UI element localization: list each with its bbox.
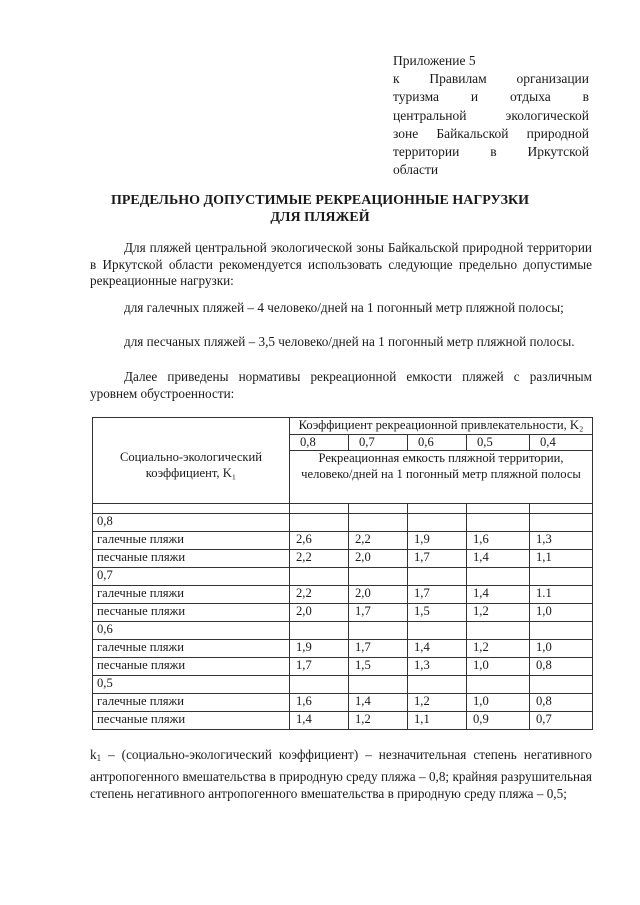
table-cell: 1,6 xyxy=(467,532,530,550)
row-label: песчаные пляжи xyxy=(93,712,290,730)
table-intro-paragraph: Далее приведены нормативы рекреационной емкости пляжей с различным уровнем обустроенности: xyxy=(90,369,592,401)
table-cell: 1,0 xyxy=(530,604,593,622)
table-row xyxy=(93,604,593,622)
k1-group-value: 0,8 xyxy=(93,514,290,532)
table-cell: 2,6 xyxy=(290,532,349,550)
table-cell: 2,0 xyxy=(349,586,408,604)
table-cell: 1,2 xyxy=(467,604,530,622)
table-row xyxy=(93,658,593,676)
table-cell: 1,1 xyxy=(530,550,593,568)
table-cell: 1,0 xyxy=(467,694,530,712)
table-cell: 1.1 xyxy=(530,586,593,604)
appendix-line: туризма и отдыха в xyxy=(393,89,589,105)
table-cell: 1,3 xyxy=(408,658,467,676)
k2-value: 0,8 xyxy=(290,434,349,451)
table-cell: 0,7 xyxy=(530,712,593,730)
recreational-capacity-table xyxy=(92,417,593,730)
table-cell: 1,2 xyxy=(408,694,467,712)
table-row xyxy=(93,640,593,658)
row-label: галечные пляжи xyxy=(93,532,290,550)
table-cell: 1,7 xyxy=(408,550,467,568)
k2-header: Коэффициент рекреационной привлекательности, K₂ xyxy=(290,418,593,435)
table-cell: 1,7 xyxy=(349,640,408,658)
k1-group-value: 0,7 xyxy=(93,568,290,586)
footnote-text: – (социально-экологический коэффициент) – незначительная степень негативного антропогенного вмешательства в природную среду пляжа – 0,8; крайняя разрушительная степень негативного антропогенного вмешательства в природную среду пляжа – 0,5; xyxy=(90,747,592,801)
table-row xyxy=(93,532,593,550)
title-line: ПРЕДЕЛЬНО ДОПУСТИМЫЕ РЕКРЕАЦИОННЫЕ НАГРУЗКИ xyxy=(110,193,530,208)
table-cell: 1,7 xyxy=(349,604,408,622)
k1-group-value: 0,6 xyxy=(93,622,290,640)
k1-header: Социально-экологический коэффициент, K₁ xyxy=(93,418,290,504)
table-cell: 1,3 xyxy=(530,532,593,550)
table-cell: 1,0 xyxy=(530,640,593,658)
table-cell: 1,0 xyxy=(467,658,530,676)
appendix-reference xyxy=(393,52,589,179)
table-cell: 0,8 xyxy=(530,694,593,712)
capacity-header: Рекреационная емкость пляжной территории, человеко/дней на 1 погонный метр пляжной полосы xyxy=(290,451,593,504)
table-row xyxy=(93,694,593,712)
appendix-line: к Правилам организации xyxy=(393,71,589,87)
table-cell: 1,1 xyxy=(408,712,467,730)
appendix-line: Приложение 5 xyxy=(393,53,476,68)
table-cell: 1,4 xyxy=(408,640,467,658)
appendix-line: зоне Байкальской природной xyxy=(393,125,589,141)
table-spacer xyxy=(93,504,290,514)
row-label: галечные пляжи xyxy=(93,640,290,658)
table-cell: 2,2 xyxy=(290,550,349,568)
title-line: ДЛЯ ПЛЯЖЕЙ xyxy=(270,210,370,225)
table-cell: 1,7 xyxy=(408,586,467,604)
table-cell: 0,9 xyxy=(467,712,530,730)
k-subscript: 1 xyxy=(96,753,102,763)
table-row xyxy=(93,550,593,568)
row-label: песчаные пляжи xyxy=(93,604,290,622)
coefficient-footnote xyxy=(90,746,592,803)
pebble-beach-paragraph: для галечных пляжей – 4 человеко/дней на 1 погонный метр пляжной полосы; xyxy=(124,300,564,315)
row-label: песчаные пляжи xyxy=(93,550,290,568)
appendix-line: территории в Иркутской xyxy=(393,144,589,160)
table-cell: 1,6 xyxy=(290,694,349,712)
appendix-line: центральной экологической xyxy=(393,107,589,123)
table-cell: 0,8 xyxy=(530,658,593,676)
table-cell: 1,9 xyxy=(290,640,349,658)
appendix-line: области xyxy=(393,162,439,178)
table-cell: 1,2 xyxy=(467,640,530,658)
table-row xyxy=(93,712,593,730)
row-label: песчаные пляжи xyxy=(93,658,290,676)
sand-beach-paragraph: для песчаных пляжей – 3,5 человеко/дней на 1 погонный метр пляжной полосы. xyxy=(124,334,575,349)
table-cell: 2,2 xyxy=(349,532,408,550)
table-cell: 1,7 xyxy=(290,658,349,676)
table-cell: 1,4 xyxy=(290,712,349,730)
k2-value: 0,7 xyxy=(349,434,408,451)
k-symbol: k xyxy=(90,747,97,762)
document-title xyxy=(90,192,550,226)
k2-value: 0,5 xyxy=(467,434,530,451)
k2-value: 0,4 xyxy=(530,434,593,451)
row-label: галечные пляжи xyxy=(93,586,290,604)
table-cell: 1,2 xyxy=(349,712,408,730)
table-cell: 1,4 xyxy=(467,586,530,604)
table-cell: 1,5 xyxy=(349,658,408,676)
table-cell: 1,4 xyxy=(349,694,408,712)
table-cell: 2,2 xyxy=(290,586,349,604)
table-cell: 2,0 xyxy=(349,550,408,568)
k1-group-value: 0,5 xyxy=(93,676,290,694)
intro-paragraph: Для пляжей центральной экологической зоны Байкальской природной территории в Иркутской области рекомендуется использовать следующие предельно допустимые рекреационные нагрузки: xyxy=(90,240,592,289)
table-cell: 1,4 xyxy=(467,550,530,568)
table-cell: 2,0 xyxy=(290,604,349,622)
k2-value: 0,6 xyxy=(408,434,467,451)
table-cell: 1,9 xyxy=(408,532,467,550)
table-row xyxy=(93,586,593,604)
row-label: галечные пляжи xyxy=(93,694,290,712)
table-cell: 1,5 xyxy=(408,604,467,622)
